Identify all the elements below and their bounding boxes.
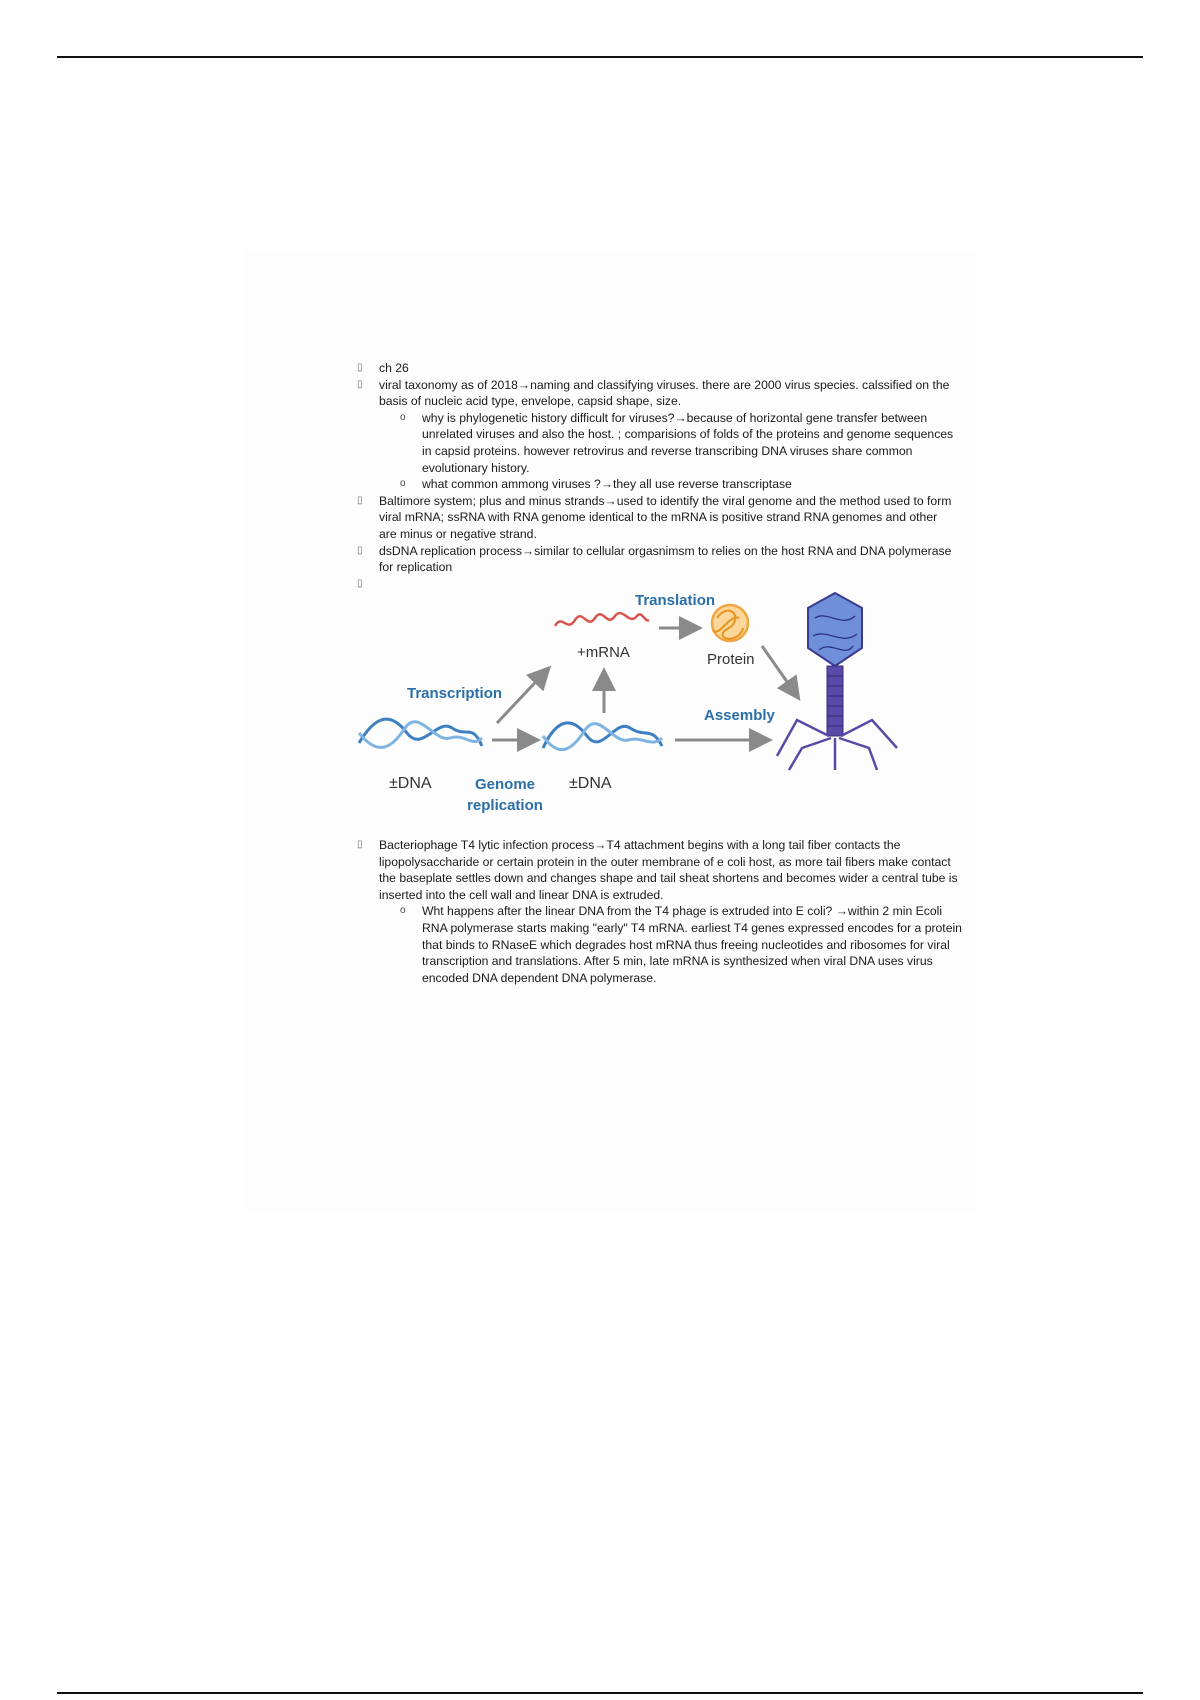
notes-section-continued xyxy=(355,837,965,986)
list-item xyxy=(355,543,955,576)
dna-helix-left-icon xyxy=(359,719,482,747)
mrna-label: +mRNA xyxy=(577,644,630,661)
bullet-icon: ▯ xyxy=(357,378,363,390)
sub-item-text: why is phylogenetic history difficult for viruses?→because of horizontal gene transfer between unrelated viruses and also the host. ; comparisions of folds of the proteins and genome sequences in capsid proteins. however retrovirus and reverse transcribing DNA viruses share common evolutionary history. xyxy=(422,410,954,475)
bullet-icon: ▯ xyxy=(357,362,363,373)
dna-helix-right-icon xyxy=(543,723,662,750)
sub-item-text: Wht happens after the linear DNA from the T4 phage is extruded into E coli? →within 2 min Ecoli RNA polymerase starts making "early" T4 mRNA. earliest T4 genes expressed encodes for a protein that binds to RNaseE which degrades host mRNA thus freeing nucleotides and ribosomes for viral transcription and translations. After 5 min, late mRNA is synthesized when viral DNA uses virus encoded DNA dependent DNA polymerase. xyxy=(422,904,962,985)
list-item xyxy=(355,377,955,410)
header-rule xyxy=(57,56,1143,58)
footer-rule xyxy=(57,1692,1143,1694)
bacteriophage-icon xyxy=(777,593,897,770)
protein-label: Protein xyxy=(707,651,755,668)
sub-bullet-icon: o xyxy=(400,478,406,490)
bullet-icon: ▯ xyxy=(357,494,363,506)
sub-list-item xyxy=(355,476,955,493)
transcription-arrow-left xyxy=(497,670,547,723)
dna-virus-replication-diagram xyxy=(357,588,922,818)
bullet-icon: ▯ xyxy=(357,577,363,589)
assembly-arrow-top xyxy=(762,646,797,696)
item-text: Baltimore system; plus and minus strands→used to identify the viral genome and the method used to form viral mRNA; ssRNA with RNA genome identical to the mRNA is positive strand RNA genomes and other are minus or negative strand. xyxy=(379,493,952,541)
assembly-label: Assembly xyxy=(704,707,775,724)
item-text: ch 26 xyxy=(379,361,409,375)
transcription-label: Transcription xyxy=(407,685,503,702)
sub-item-text: what common ammong viruses ?→they all use reverse transcriptase xyxy=(422,477,792,492)
item-text: Bacteriophage T4 lytic infection process→T4 attachment begins with a long tail fiber contacts the lipopolysaccharide or certain protein in the outer membrane of e coli host, as more tail fibers make contact the baseplate settles down and changes shape and tail sheat shortens and becomes wider a central tube is inserted into the cell wall and linear DNA is extruded. xyxy=(379,838,958,902)
mrna-strand-icon xyxy=(555,613,649,626)
dna-right-label: ±DNA xyxy=(569,775,612,792)
sub-bullet-icon: o xyxy=(400,411,406,423)
bullet-icon: ▯ xyxy=(357,544,363,556)
sub-list-item xyxy=(355,410,955,476)
list-item xyxy=(355,360,955,377)
notes-section xyxy=(355,360,955,589)
replication-label: replication xyxy=(467,797,543,814)
translation-label: Translation xyxy=(635,592,716,609)
dna-left-label: ±DNA xyxy=(389,775,432,792)
sub-bullet-icon: o xyxy=(400,905,406,917)
protein-icon xyxy=(712,605,748,641)
genome-label: Genome xyxy=(474,776,536,793)
sub-list-item xyxy=(355,903,965,986)
item-text: viral taxonomy as of 2018→naming and classifying viruses. there are 2000 virus species. calssified on the basis of nucleic acid type, envelope, capsid shape, size. xyxy=(379,377,950,409)
list-item xyxy=(355,837,965,903)
item-text: dsDNA replication process→similar to cellular orgasnimsm to relies on the host RNA and DNA polymerase for replication xyxy=(379,543,952,575)
list-item xyxy=(355,493,955,543)
bullet-icon: ▯ xyxy=(357,839,363,850)
